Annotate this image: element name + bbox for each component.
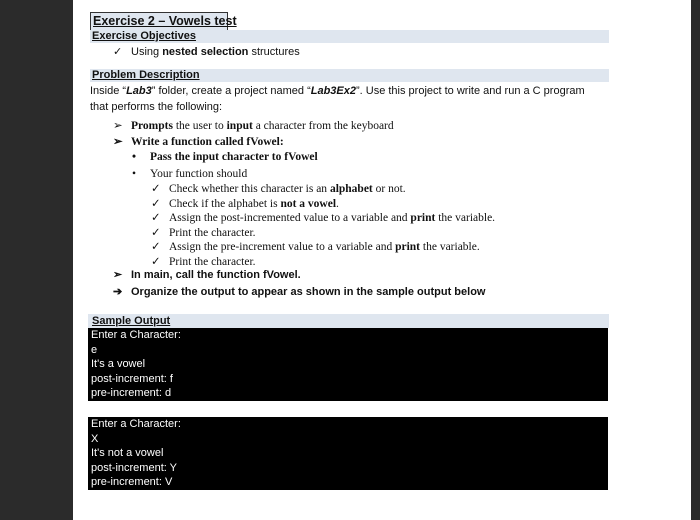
bullet-icon: • bbox=[132, 168, 137, 180]
arrow-bullet-icon: ➢ bbox=[113, 120, 123, 132]
check-icon: ✓ bbox=[151, 227, 161, 239]
objective-item: ✓ Using nested selection structures bbox=[113, 46, 300, 58]
arrow-right-icon: ➔ bbox=[113, 286, 123, 298]
step-prompt: ➢ Prompts the user to input a character from the keyboard bbox=[113, 120, 394, 132]
check-icon: ✓ bbox=[151, 183, 161, 195]
console-line: pre-increment: V bbox=[91, 476, 173, 489]
check-icon: ✓ bbox=[151, 256, 161, 268]
console-line: e bbox=[91, 343, 98, 356]
console-line: pre-increment: d bbox=[91, 387, 172, 400]
sample-output-block-1 bbox=[88, 328, 608, 401]
console-line: It's not a vowel bbox=[91, 447, 164, 460]
console-line: Enter a Character: bbox=[91, 329, 181, 341]
console-line: It's a vowel bbox=[91, 358, 146, 371]
exercise-title: Exercise 2 – Vowels test bbox=[90, 12, 228, 31]
problem-heading: Problem Description bbox=[92, 69, 200, 81]
arrow-bullet-icon: ➢ bbox=[113, 269, 123, 281]
console-line: Enter a Character: bbox=[91, 418, 181, 430]
check-icon: ✓ bbox=[151, 212, 161, 224]
step-organize-output: ➔ Organize the output to appear as shown in the sample output below bbox=[113, 286, 486, 298]
objectives-heading-bar bbox=[90, 30, 609, 43]
objectives-heading: Exercise Objectives bbox=[92, 30, 196, 42]
problem-heading-bar bbox=[90, 69, 609, 82]
step-function: ➢ Write a function called fVowel: bbox=[113, 136, 284, 148]
bullet-icon: • bbox=[132, 151, 137, 163]
sample-heading: Sample Output bbox=[92, 315, 171, 327]
console-line: post-increment: Y bbox=[91, 461, 178, 474]
sub-function-should: • Your function should bbox=[132, 168, 248, 180]
check-item: ✓ Check if the alphabet is not a vowel. bbox=[151, 198, 339, 210]
console-line: post-increment: f bbox=[91, 372, 173, 385]
check-item: ✓ Assign the pre-increment value to a variable and print the variable. bbox=[151, 241, 480, 253]
sample-heading-bar bbox=[88, 314, 609, 328]
sub-pass-input: • Pass the input character to fVowel bbox=[132, 151, 318, 163]
check-icon: ✓ bbox=[151, 241, 161, 253]
step-main-call: ➢ In main, call the function fVowel. bbox=[113, 269, 301, 281]
sample-output-block-2 bbox=[88, 417, 608, 490]
problem-paragraph-line1: Inside “Lab3” folder, create a project named “Lab3Ex2”. Use this project to write and run a C program bbox=[90, 85, 585, 97]
check-item: ✓ Print the character. bbox=[151, 227, 256, 239]
problem-paragraph-line2: that performs the following: bbox=[90, 101, 223, 113]
check-icon: ✓ bbox=[151, 198, 161, 210]
check-item: ✓ Assign the post-incremented value to a variable and print the variable. bbox=[151, 212, 496, 224]
check-item: ✓ Print the character. bbox=[151, 256, 256, 268]
check-icon: ✓ bbox=[113, 46, 123, 58]
arrow-bullet-icon: ➢ bbox=[113, 136, 123, 148]
console-line: X bbox=[91, 432, 99, 445]
check-item: ✓ Check whether this character is an alphabet or not. bbox=[151, 183, 406, 195]
